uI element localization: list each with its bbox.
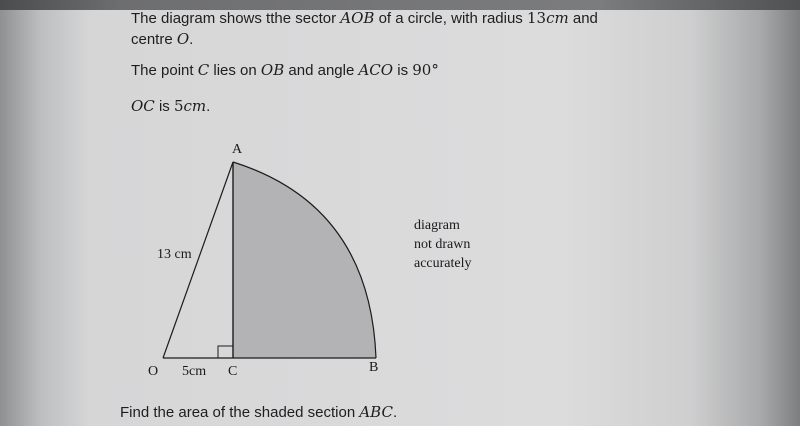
text: lies on <box>209 62 261 79</box>
math-unit: cm <box>183 97 207 115</box>
label-o: O <box>148 364 159 379</box>
text: is <box>154 98 174 115</box>
math-centre: O <box>176 30 190 48</box>
label-a: A <box>232 142 243 157</box>
math-point: C <box>197 61 210 79</box>
note-line: accurately <box>414 256 472 271</box>
right-angle-marker <box>218 346 233 358</box>
text: The point <box>131 62 198 79</box>
text: . <box>189 31 194 48</box>
text: and <box>568 10 598 27</box>
text: The diagram shows tthe sector <box>131 10 341 27</box>
question-find <box>120 402 397 423</box>
text: . <box>392 404 398 421</box>
text: Find the area of the shaded section <box>120 404 360 421</box>
text: centre <box>131 31 177 48</box>
math-region: ABC <box>359 403 393 421</box>
math-unit: cm <box>546 9 569 27</box>
math-line: OB <box>260 61 285 79</box>
math-sector: AOB <box>340 9 375 27</box>
math-radius: 13 <box>526 9 547 27</box>
math-value: 5 <box>173 97 184 115</box>
text: . <box>206 98 211 115</box>
text: of a circle, with radius <box>374 10 527 27</box>
math-angle: ACO <box>358 61 394 79</box>
text: and angle <box>284 62 359 79</box>
note-line: not drawn <box>414 237 471 252</box>
shaded-region-abc <box>233 162 376 358</box>
label-b: B <box>369 360 379 375</box>
diagram-note <box>414 216 472 273</box>
label-c: C <box>228 364 238 379</box>
text: is <box>393 62 413 79</box>
label-5cm: 5cm <box>182 364 207 379</box>
label-13cm: 13 cm <box>157 247 192 262</box>
math-segment: OC <box>131 97 155 115</box>
math-value: 90° <box>412 61 439 79</box>
note-line: diagram <box>414 218 460 233</box>
